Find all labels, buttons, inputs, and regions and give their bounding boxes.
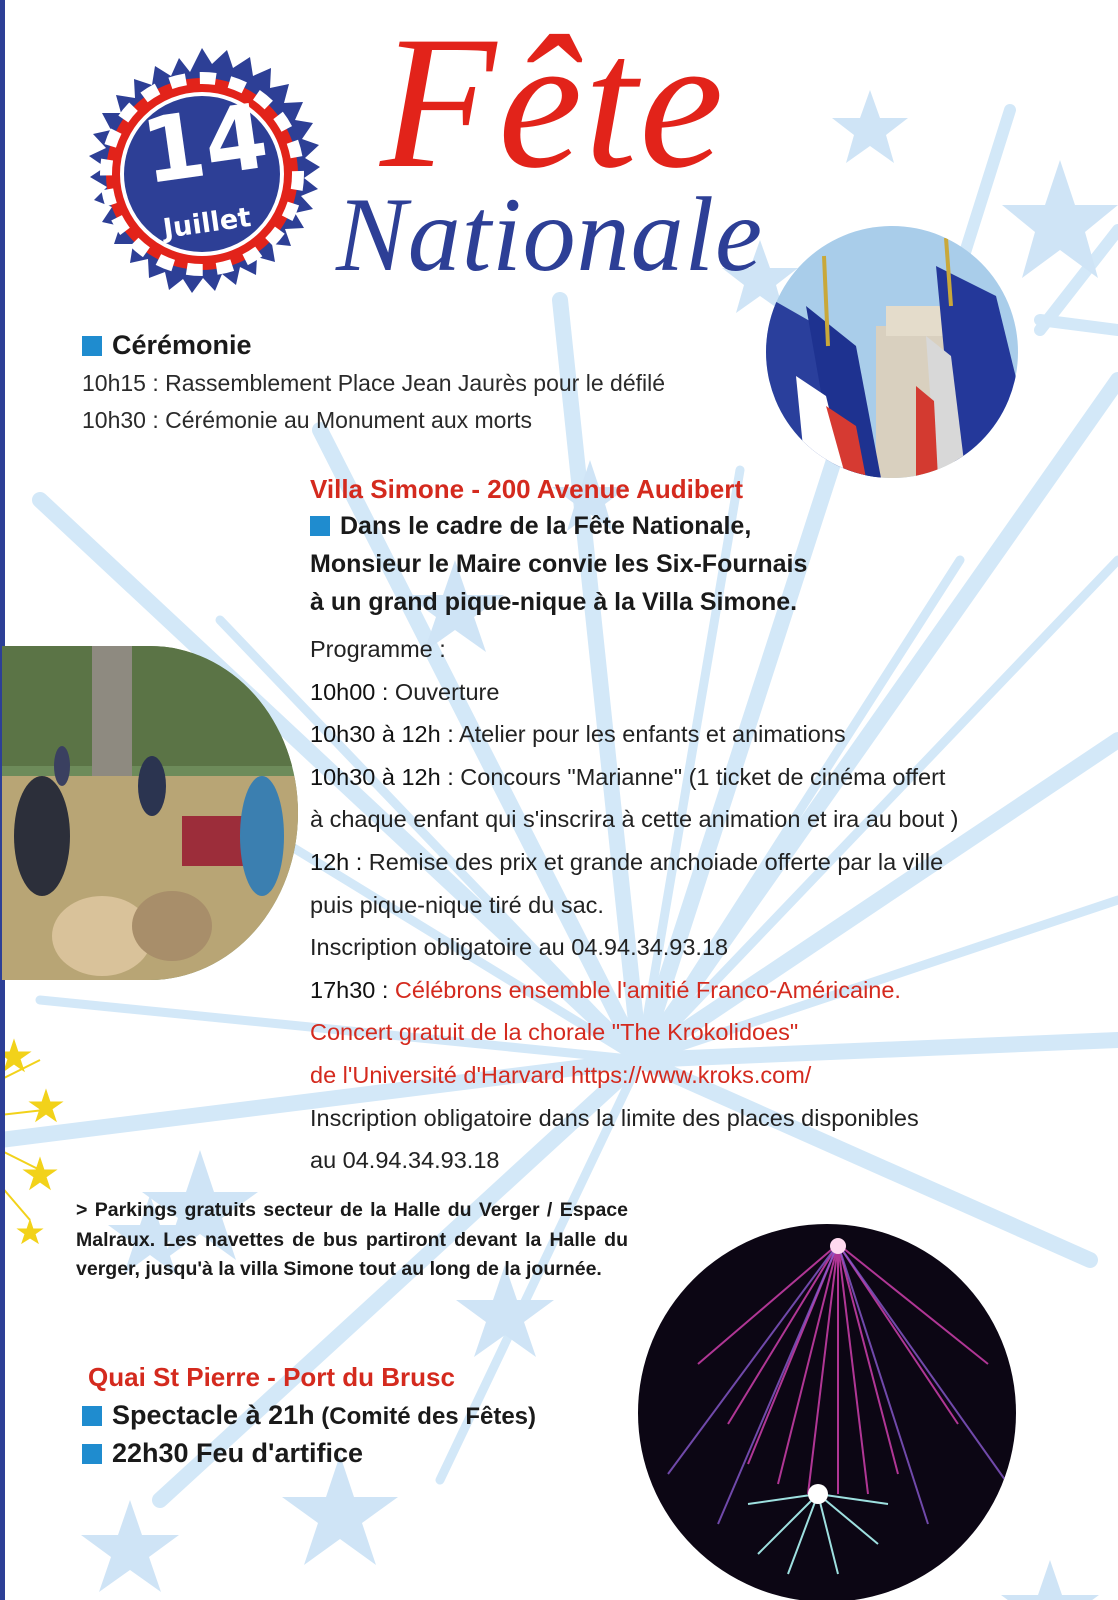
- programme-item: 10h30 à 12h : Atelier pour les enfants et animations: [310, 721, 846, 748]
- programme-block: [310, 628, 959, 1182]
- programme-item: puis pique-nique tiré du sac.: [310, 891, 604, 918]
- programme-item: 10h00 : Ouverture: [310, 678, 500, 705]
- badge-month: Juillet: [161, 202, 253, 245]
- programme-item: 12h : Remise des prix et grande anchoiade offerte par la ville: [310, 848, 944, 875]
- programme-item: à chaque enfant qui s'inscrira à cette animation et ira au bout ): [310, 806, 959, 833]
- fireworks-photo: [638, 1224, 1016, 1600]
- villa-intro-line: à un grand pique-nique à la Villa Simone.: [310, 588, 798, 616]
- title-fete: Fête: [380, 0, 726, 208]
- inscription-2: au 04.94.34.93.18: [310, 1147, 500, 1174]
- quai-item: 22h30 Feu d'artifice: [82, 1438, 363, 1469]
- ceremonie-heading: [82, 330, 252, 361]
- parking-note: > Parkings gratuits secteur de la Halle du Verger / Espace Malraux. Les navettes de bus partiront devant la Halle du verger, jusqu'à la villa Simone tout au long de la journée.: [76, 1199, 628, 1280]
- title-nationale: Nationale: [336, 176, 764, 293]
- ceremonie-line: 10h30 : Cérémonie au Monument aux morts: [82, 407, 533, 433]
- quai-item: Spectacle à 21h (Comité des Fêtes): [82, 1400, 536, 1431]
- flags-photo: [766, 226, 1018, 478]
- concert-link[interactable]: de l'Université d'Harvard https://www.kroks.com/: [310, 1061, 812, 1088]
- concert-line: 17h30 : Célébrons ensemble l'amitié Franco-Américaine.: [310, 976, 901, 1003]
- inscription-2: Inscription obligatoire dans la limite des places disponibles: [310, 1104, 919, 1131]
- bullet-square-icon: [82, 1406, 102, 1426]
- picnic-photo: [2, 646, 298, 980]
- badge-number: 14: [135, 83, 275, 206]
- bullet-square-icon: [82, 336, 102, 356]
- bullet-square-icon: [310, 516, 330, 536]
- bullet-square-icon: [82, 1444, 102, 1464]
- concert-line: Concert gratuit de la chorale "The Krokolidoes": [310, 1019, 799, 1046]
- quai-location: Quai St Pierre - Port du Brusc: [88, 1362, 455, 1392]
- inscription-1: Inscription obligatoire au 04.94.34.93.18: [310, 934, 729, 961]
- villa-location: Villa Simone - 200 Avenue Audibert: [310, 474, 743, 504]
- ceremonie-heading-text: Cérémonie: [112, 330, 252, 360]
- programme-item: 10h30 à 12h : Concours "Marianne" (1 ticket de cinéma offert: [310, 763, 946, 790]
- villa-intro: [310, 507, 807, 621]
- programme-label: Programme :: [310, 636, 446, 662]
- villa-intro-line: Dans le cadre de la Fête Nationale,: [310, 507, 807, 545]
- ceremonie-line: 10h15 : Rassemblement Place Jean Jaurès pour le défilé: [82, 370, 666, 396]
- villa-intro-line: Monsieur le Maire convie les Six-Fournais: [310, 550, 808, 578]
